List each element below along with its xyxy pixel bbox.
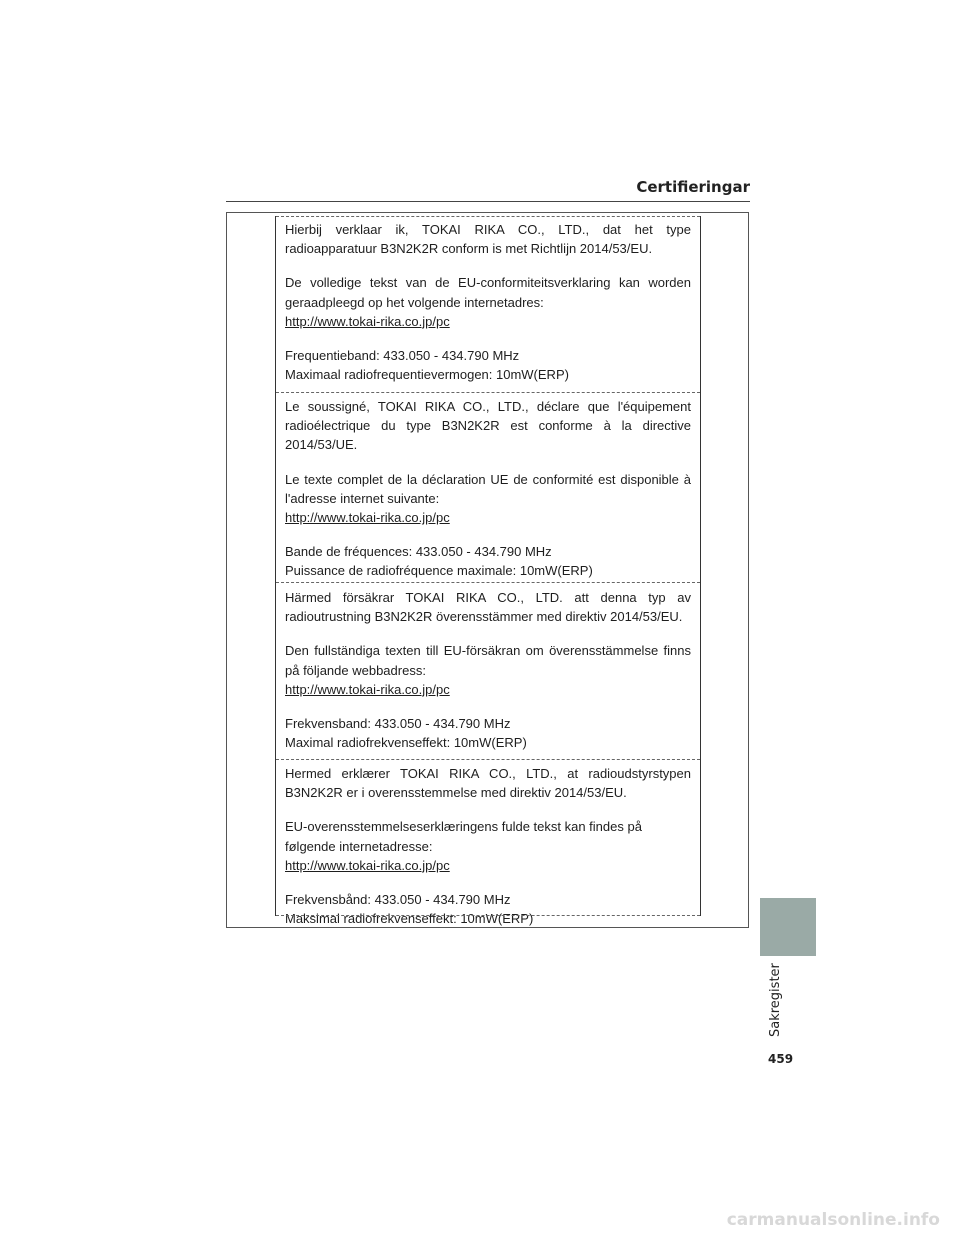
index-tab[interactable] [760,898,816,956]
declaration-section-nl [276,220,700,384]
statement-line: Hermed erklærer TOKAI RIKA CO., LTD., at radioudstyrstypen [285,766,691,781]
statement-line: radioélectrique du type B3N2K2R est conforme à la directive [285,418,691,434]
declaration-url[interactable]: http://www.tokai-rika.co.jp/pc [285,510,450,526]
declaration-url[interactable]: http://www.tokai-rika.co.jp/pc [285,681,450,697]
header-divider [226,201,750,202]
statement-line: 2014/53/UE. [285,437,358,453]
fulltext-line: l'adresse internet suivante: [285,490,440,506]
fulltext-line: De volledige tekst van de EU-conformiteitsverklaring kan worden [285,275,691,291]
watermark: carmanualsonline.info [726,1210,940,1230]
statement-line: Hierbij verklaar ik, TOKAI RIKA CO., LTD., dat het type [285,222,691,237]
statement-line: radioutrustning B3N2K2R överensstämmer med direktiv 2014/53/EU. [285,609,683,625]
frequency-band: Frekvensbånd: 433.050 - 434.790 MHz [285,892,511,908]
statement-line: radioapparatuur B3N2K2R conform is met Richtlijn 2014/53/EU. [285,241,653,257]
statement-line: B3N2K2R er i overensstemmelse med direktiv 2014/53/EU. [285,785,627,801]
max-power: Puissance de radiofréquence maximale: 10mW(ERP) [285,563,593,579]
page-number: 459 [768,1052,794,1066]
max-power: Maksimal radiofrekvenseffekt: 10mW(ERP) [285,911,534,927]
declaration-scan [275,216,701,927]
declaration-section-fr [276,392,700,581]
statement-line: Le soussigné, TOKAI RIKA CO., LTD., déclare que l'équipement [285,399,691,414]
fulltext-line: Le texte complet de la déclaration UE de conformité est disponible à [285,471,691,487]
page-title: Certifieringar [636,178,750,196]
index-tab-label: Sakregister [768,963,783,1037]
declaration-section-sv [276,582,700,752]
statement-line: Härmed försäkrar TOKAI RIKA CO., LTD. att denna typ av [285,590,691,605]
frequency-band: Frequentieband: 433.050 - 434.790 MHz [285,348,520,364]
frequency-band: Bande de fréquences: 433.050 - 434.790 MHz [285,544,552,560]
fulltext-line: geraadpleegd op het volgende internetadres: [285,294,544,310]
max-power: Maximal radiofrekvenseffekt: 10mW(ERP) [285,735,527,751]
declaration-url[interactable]: http://www.tokai-rika.co.jp/pc [285,857,450,873]
fulltext-line: EU-overensstemmelseserklæringens fulde tekst kan findes på [285,819,642,835]
declaration-section-da [276,759,700,928]
frequency-band: Frekvensband: 433.050 - 434.790 MHz [285,716,511,732]
declaration-url[interactable]: http://www.tokai-rika.co.jp/pc [285,313,450,329]
fulltext-line: Den fullständiga texten till EU-försäkran om överensstämmelse finns [285,643,691,659]
max-power: Maximaal radiofrequentievermogen: 10mW(ERP) [285,367,569,383]
fulltext-line: på följande webbadress: [285,662,426,678]
fulltext-line: følgende internetadresse: [285,838,433,854]
